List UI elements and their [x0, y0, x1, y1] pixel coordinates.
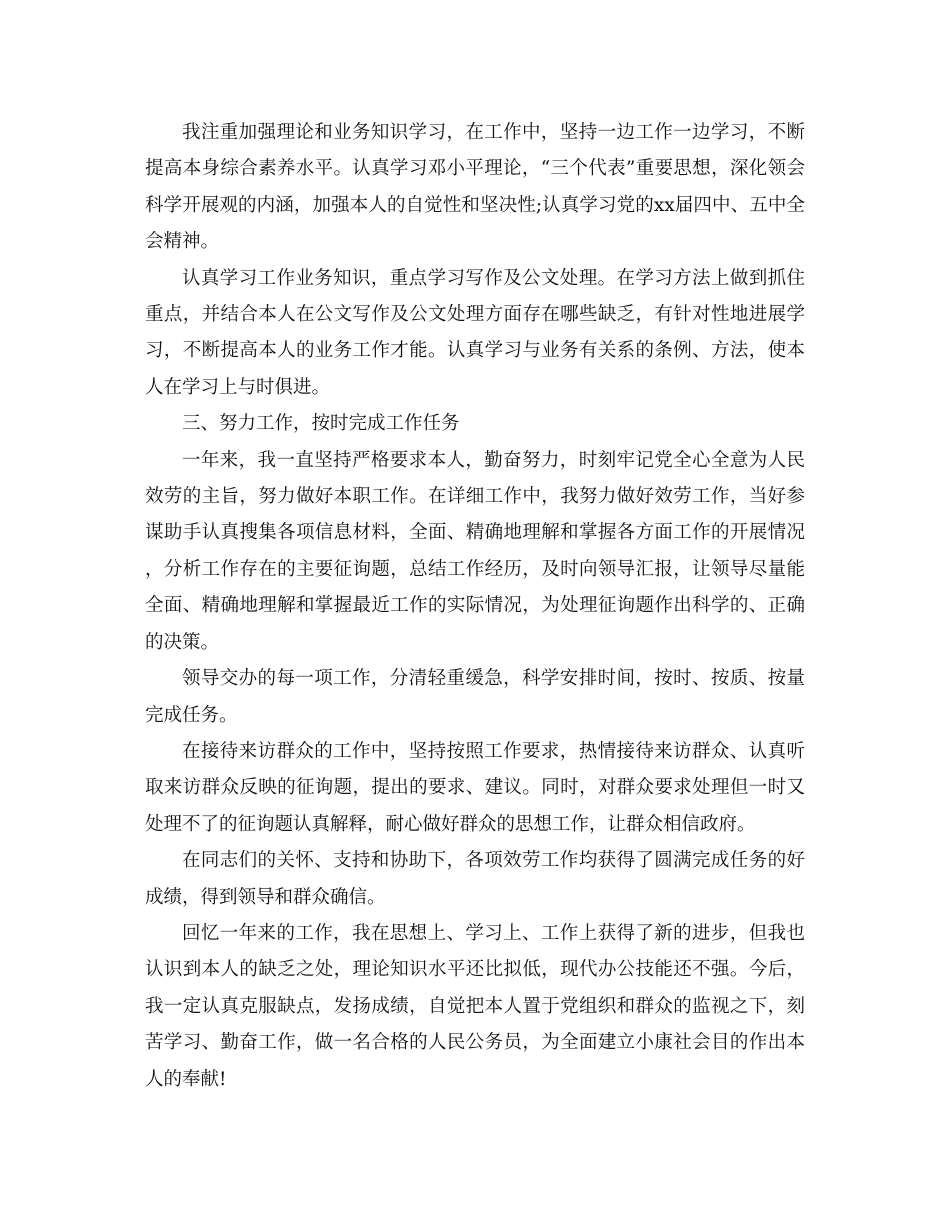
paragraph-summary: 回忆一年来的工作，我在思想上、学习上、工作上获得了新的进步，但我也认识到本人的缺乏之处，理论知识水平还比拟低，现代办公技能还不强。今后，我一定认真克服缺点，发扬成绩，自觉把本人置于党组织和群众的监视之下，刻苦学习、勤奋工作，做一名合格的人民公务员，为全面建立小康社会目的作出本人的奉献! [145, 922, 805, 1090]
document-body [145, 115, 805, 1098]
paragraph-achievements: 在同志们的关怀、支持和协助下，各项效劳工作均获得了圆满完成任务的好成绩，得到领导和群众确信。 [145, 850, 805, 908]
paragraph-receiving-visitors: 在接待来访群众的工作中，坚持按照工作要求，热情接待来访群众、认真听取来访群众反映的征询题，提出的要求、建议。同时，对群众要求处理但一时又处理不了的征询题认真解释，耐心做好群众的思想工作，让群众相信政府。 [145, 740, 805, 835]
paragraph-assigned-tasks: 领导交办的每一项工作，分清轻重缓急，科学安排时间，按时、按质、按量完成任务。 [145, 668, 805, 726]
section-heading-work: 三、努力工作，按时完成工作任务 [182, 413, 460, 435]
paragraph-study-business: 认真学习工作业务知识，重点学习写作及公文处理。在学习方法上做到抓住重点，并结合本人在公文写作及公文处理方面存在哪些缺乏，有针对性地进展学习，不断提高本人的业务工作才能。认真学习与业务有关系的条例、方法，使本人在学习上与时俱进。 [145, 267, 805, 398]
paragraph-work-duties: 一年来，我一直坚持严格要求本人，勤奋努力，时刻牢记党全心全意为人民效劳的主旨，努力做好本职工作。在详细工作中，我努力做好效劳工作，当好参谋助手认真搜集各项信息材料，全面、精确地理解和掌握各方面工作的开展情况，分析工作存在的主要征询题，总结工作经历，及时向领导汇报，让领导尽量能全面、精确地理解和掌握最近工作的实际情况，为处理征询题作出科学的、正确的决策。 [145, 449, 805, 653]
paragraph-study-theory: 我注重加强理论和业务知识学习，在工作中，坚持一边工作一边学习，不断提高本身综合素养水平。认真学习邓小平理论，“三个代表”重要思想，深化领会科学开展观的内涵，加强本人的自觉性和坚决性;认真学习党的xx届四中、五中全会精神。 [145, 122, 805, 253]
